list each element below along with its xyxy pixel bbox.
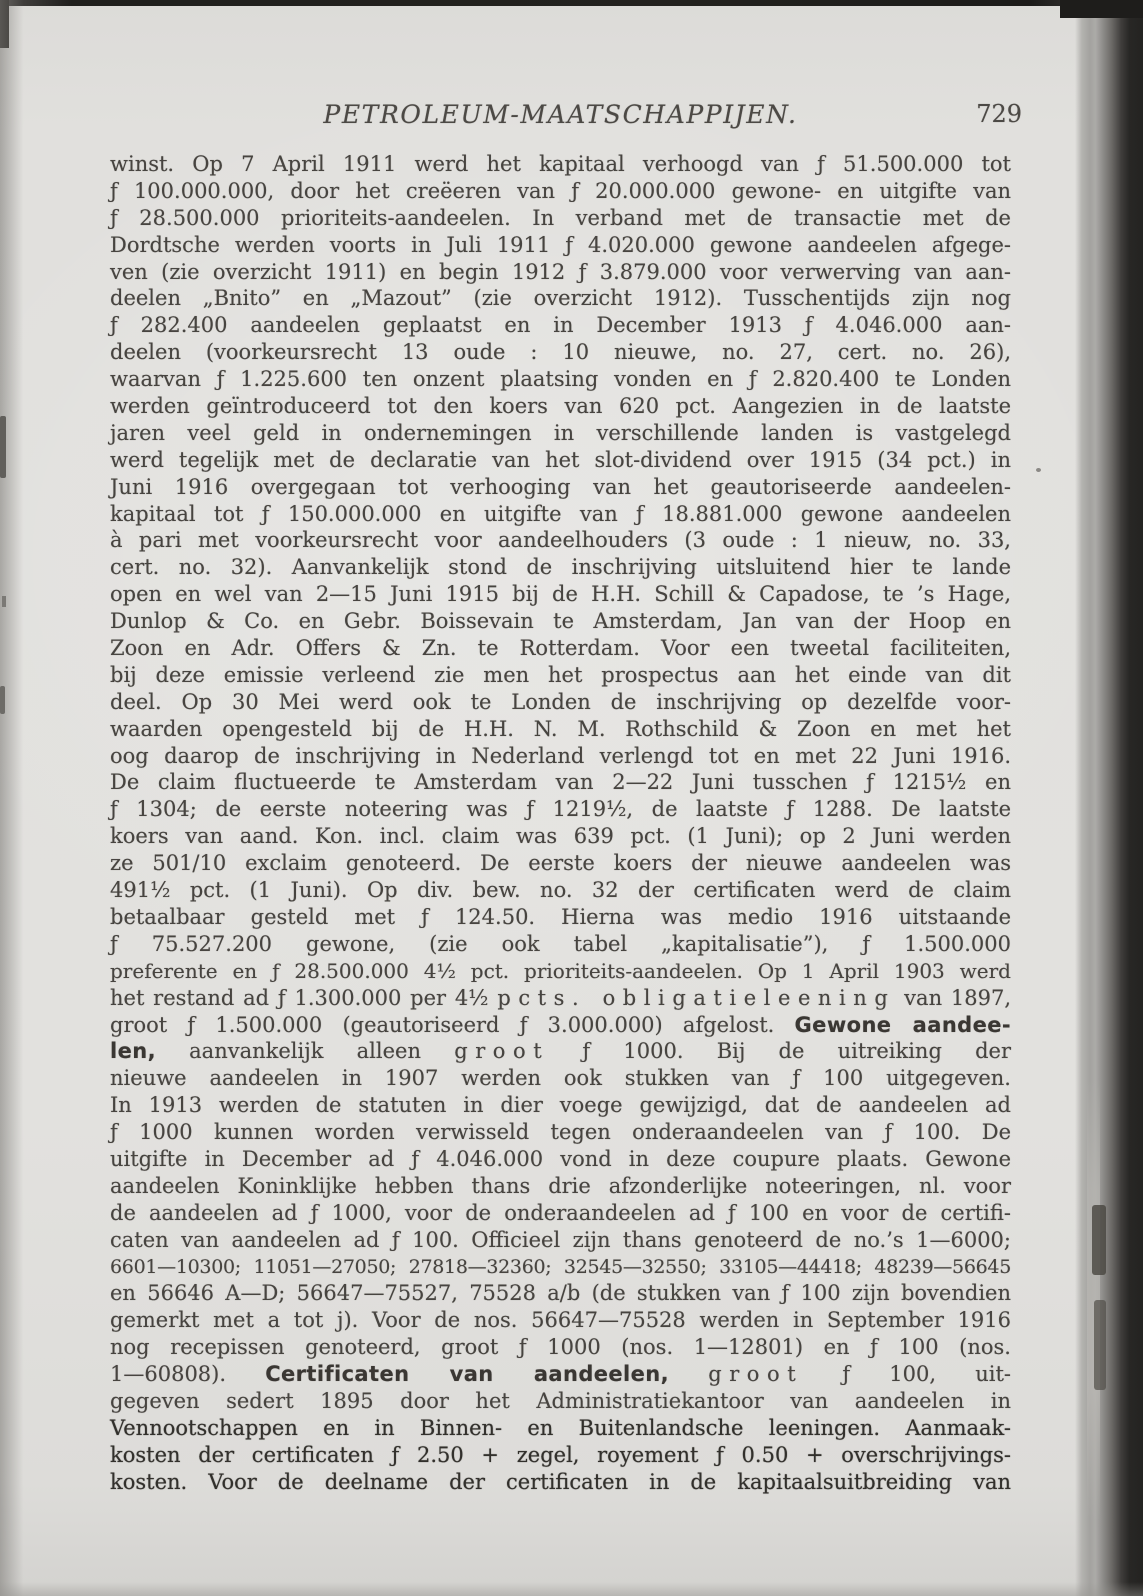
text-segment: betaalbaar gesteld met ƒ 124.50. Hierna was medio 1916 uitstaande bbox=[110, 904, 1011, 929]
text-line bbox=[110, 1173, 1011, 1200]
text-segment: ƒ 100, uit- bbox=[803, 1362, 1011, 1387]
text-segment: bij deze emissie verleend zie men het prospectus aan het einde van dit bbox=[110, 662, 1011, 687]
text-line bbox=[110, 581, 1011, 608]
text-line bbox=[110, 689, 1011, 716]
text-line bbox=[110, 1307, 1011, 1334]
text-segment: ƒ 75.527.200 gewone, (zie ook tabel „kapitalisatie”), ƒ 1.500.000 bbox=[110, 931, 1011, 956]
text-line bbox=[110, 1442, 1011, 1469]
text-line bbox=[110, 259, 1011, 286]
text-line bbox=[110, 554, 1011, 581]
text-segment: kosten. Voor de deelname der certificaten in de kapitaalsuitbreiding van bbox=[110, 1469, 1011, 1494]
text-line bbox=[110, 1038, 1011, 1065]
bold-text-segment: len, bbox=[110, 1039, 156, 1064]
text-segment: ze 501/10 exclaim genoteerd. De eerste koers der nieuwe aandeelen was bbox=[110, 851, 1011, 876]
text-segment: ƒ 28.500.000 prioriteits-aandeelen. In verband met de transactie met de bbox=[110, 205, 1011, 230]
text-segment: Juni 1916 overgegaan tot verhooging van het geautoriseerde aandeelen- bbox=[110, 474, 1011, 499]
scan-artifact bbox=[0, 686, 5, 714]
text-segment: nog recepissen genoteerd, groot ƒ 1000 (nos. 1—12801) en ƒ 100 (nos. bbox=[110, 1335, 1011, 1360]
text-line bbox=[110, 1334, 1011, 1361]
text-line bbox=[110, 1146, 1011, 1173]
text-segment: kosten der certificaten ƒ 2.50 + zegel, royement ƒ 0.50 + overschrijvings- bbox=[110, 1442, 1011, 1467]
text-line bbox=[110, 232, 1011, 259]
text-line bbox=[110, 1065, 1011, 1092]
text-segment: aanvankelijk alleen bbox=[155, 1039, 455, 1064]
text-segment: ƒ 1304; de eerste noteering was ƒ 1219½, de laatste ƒ 1288. De laatste bbox=[110, 797, 1011, 822]
text-segment: open en wel van 2—15 Juni 1915 bij de H.H. Schill & Capadose, te ’s Hage, bbox=[110, 582, 1011, 607]
text-line bbox=[110, 823, 1011, 850]
letterspaced-text-segment: groot bbox=[708, 1362, 804, 1387]
running-header-title: PETROLEUM-MAATSCHAPPIJEN. bbox=[323, 100, 798, 129]
text-line bbox=[110, 608, 1011, 635]
text-line bbox=[110, 474, 1011, 501]
text-segment: cert. no. 32). Aanvankelijk stond de inschrijving uitsluitend hier te lande bbox=[110, 555, 1011, 580]
text-line bbox=[110, 1280, 1011, 1307]
text-line bbox=[110, 1012, 1011, 1039]
page-edge-mark bbox=[1094, 1300, 1106, 1390]
page-top-edge-line bbox=[6, 0, 1096, 6]
text-line bbox=[110, 285, 1011, 312]
text-segment: ƒ 1000 kunnen worden verwisseld tegen onderaandeelen van ƒ 100. De bbox=[110, 1120, 1011, 1145]
text-line bbox=[110, 339, 1011, 366]
text-segment: à pari met voorkeursrecht voor aandeelhouders (3 oude : 1 nieuw, no. 33, bbox=[110, 528, 1011, 553]
text-segment: werd tegelijk met de declaratie van het slot-dividend over 1915 (34 pct.) in bbox=[110, 447, 1011, 472]
text-segment: deel. Op 30 Mei werd ook te Londen de inschrijving op dezelfde voor- bbox=[110, 689, 1011, 714]
text-line bbox=[110, 877, 1011, 904]
text-line bbox=[110, 178, 1011, 205]
text-line bbox=[110, 931, 1011, 958]
text-segment: gegeven sedert 1895 door het Administratiekantoor van aandeelen in bbox=[110, 1388, 1011, 1413]
text-line bbox=[110, 769, 1011, 796]
text-line bbox=[110, 1092, 1011, 1119]
text-segment: ƒ 1000. Bij de uitreiking der bbox=[549, 1039, 1012, 1064]
text-segment: van 1897, bbox=[895, 985, 1011, 1010]
text-segment: jaren veel geld in ondernemingen in verschillende landen is vastgelegd bbox=[110, 420, 1011, 445]
text-line bbox=[110, 796, 1011, 823]
text-segment: Dordtsche werden voorts in Juli 1911 ƒ 4.020.000 gewone aandeelen afgege- bbox=[110, 232, 1011, 257]
text-line bbox=[110, 985, 1011, 1012]
text-segment: ven (zie overzicht 1911) en begin 1912 ƒ 3.879.000 voor verwerving van aan- bbox=[110, 259, 1011, 284]
left-gutter-shadow bbox=[0, 0, 26, 1596]
text-line bbox=[110, 151, 1011, 178]
text-segment: de aandeelen ad ƒ 1000, voor de onderaandeelen ad ƒ 100 en voor de certifi- bbox=[110, 1200, 1011, 1225]
text-line bbox=[110, 662, 1011, 689]
text-line bbox=[110, 1227, 1011, 1254]
text-line bbox=[110, 716, 1011, 743]
text-line bbox=[110, 366, 1011, 393]
text-line bbox=[110, 743, 1011, 770]
scan-artifact bbox=[0, 416, 6, 478]
text-line bbox=[110, 1361, 1011, 1388]
text-segment: In 1913 werden de statuten in dier voege gewijzigd, dat de aandeelen ad bbox=[110, 1093, 1011, 1118]
scan-artifact bbox=[1036, 468, 1041, 472]
text-segment: waarden opengesteld bij de H.H. N. M. Rothschild & Zoon en met het bbox=[110, 716, 1011, 741]
text-segment: uitgifte in December ad ƒ 4.046.000 vond in deze coupure plaats. Gewone bbox=[110, 1146, 1011, 1171]
text-line bbox=[110, 393, 1011, 420]
book-edge-shadow-top bbox=[1060, 0, 1143, 18]
text-segment: oog daarop de inschrijving in Nederland verlengd tot en met 22 Juni 1916. bbox=[110, 743, 1011, 768]
page-number: 729 bbox=[976, 100, 1022, 128]
text-line bbox=[110, 850, 1011, 877]
text-segment: caten van aandeelen ad ƒ 100. Officieel zijn thans genoteerd de no.’s 1—6000; bbox=[110, 1227, 1011, 1252]
text-line bbox=[110, 635, 1011, 662]
text-segment: kapitaal tot ƒ 150.000.000 en uitgifte van ƒ 18.881.000 gewone aandeelen bbox=[110, 501, 1011, 526]
text-line bbox=[110, 420, 1011, 447]
text-line bbox=[110, 501, 1011, 528]
body-lines bbox=[110, 151, 1011, 1496]
scan-artifact bbox=[2, 596, 6, 607]
text-segment: waarvan ƒ 1.225.600 ten onzent plaatsing vonden en ƒ 2.820.400 te Londen bbox=[110, 367, 1011, 392]
text-line bbox=[110, 1254, 1011, 1281]
text-segment: werden geïntroduceerd tot den koers van 620 pct. Aangezien in de laatste bbox=[110, 394, 1011, 419]
text-segment: 491½ pct. (1 Juni). Op div. bew. no. 32 der certificaten werd de claim bbox=[110, 878, 1011, 903]
text-line bbox=[110, 447, 1011, 474]
text-line bbox=[110, 1200, 1011, 1227]
text-line bbox=[110, 1415, 1011, 1442]
text-segment: Dunlop & Co. en Gebr. Boissevain te Amsterdam, Jan van der Hoop en bbox=[110, 609, 1011, 634]
text-segment: koers van aand. Kon. incl. claim was 639 pct. (1 Juni); op 2 Juni werden bbox=[110, 824, 1011, 849]
text-segment: preferente en ƒ 28.500.000 4½ pct. prioriteits-aandeelen. Op 1 April 1903 werd bbox=[110, 958, 1011, 983]
letterspaced-text-segment: pcts. obligatieleening bbox=[497, 985, 896, 1010]
text-segment: aandeelen Koninklijke hebben thans drie afzonderlijke noteeringen, nl. voor bbox=[110, 1173, 1011, 1198]
text-line bbox=[110, 1119, 1011, 1146]
text-line bbox=[110, 312, 1011, 339]
book-page-stack-edge bbox=[1075, 0, 1143, 1596]
text-segment: het restand ad ƒ 1.300.000 per 4½ bbox=[110, 985, 498, 1010]
text-line bbox=[110, 904, 1011, 931]
letterspaced-text-segment: groot bbox=[454, 1039, 550, 1064]
text-segment: winst. Op 7 April 1911 werd het kapitaal verhoogd van ƒ 51.500.000 tot bbox=[110, 152, 1011, 176]
text-line bbox=[110, 958, 1011, 985]
text-segment: deelen „Bnito” en „Mazout” (zie overzicht 1912). Tusschentijds zijn nog bbox=[110, 286, 1011, 311]
text-segment: gemerkt met a tot j). Voor de nos. 56647—75528 werden in September 1916 bbox=[110, 1308, 1011, 1333]
text-segment: 1—60808). bbox=[110, 1362, 266, 1387]
text-segment: De claim fluctueerde te Amsterdam van 2—22 Juni tusschen ƒ 1215½ en bbox=[110, 770, 1011, 795]
text-line bbox=[110, 1388, 1011, 1415]
page-edge-mark bbox=[1092, 1205, 1106, 1275]
text-line bbox=[110, 527, 1011, 554]
text-segment: 6601—10300; 11051—27050; 27818—32360; 32545—32550; 33105—44418; 48239—56645 bbox=[110, 1255, 1011, 1278]
text-segment: groot ƒ 1.500.000 (geautoriseerd ƒ 3.000.000) afgelost. bbox=[110, 1012, 795, 1037]
bottom-edge-shadow bbox=[0, 1582, 1143, 1596]
text-segment: Zoon en Adr. Offers & Zn. te Rotterdam. Voor een tweetal faciliteiten, bbox=[110, 636, 1011, 661]
text-segment: nieuwe aandeelen in 1907 werden ook stukken van ƒ 100 uitgegeven. bbox=[110, 1066, 1011, 1091]
bold-text-segment: Certificaten van aandeelen, bbox=[265, 1362, 670, 1387]
text-segment: Vennootschappen en in Binnen- en Buitenlandsche leeningen. Aanmaak- bbox=[110, 1415, 1011, 1440]
text-segment: deelen (voorkeursrecht 13 oude : 10 nieuwe, no. 27, cert. no. 26), bbox=[110, 340, 1011, 365]
text-segment: ƒ 100.000.000, door het creëeren van ƒ 20.000.000 gewone- en uitgifte van bbox=[110, 178, 1011, 203]
text-line bbox=[110, 1469, 1011, 1496]
text-segment: en 56646 A—D; 56647—75527, 75528 a/b (de stukken van ƒ 100 zijn bovendien bbox=[110, 1281, 1011, 1306]
text-segment: ƒ 282.400 aandeelen geplaatst en in December 1913 ƒ 4.046.000 aan- bbox=[110, 313, 1011, 338]
text-line bbox=[110, 205, 1011, 232]
bold-text-segment: Gewone aandee- bbox=[794, 1012, 1012, 1037]
text-segment bbox=[669, 1362, 708, 1386]
